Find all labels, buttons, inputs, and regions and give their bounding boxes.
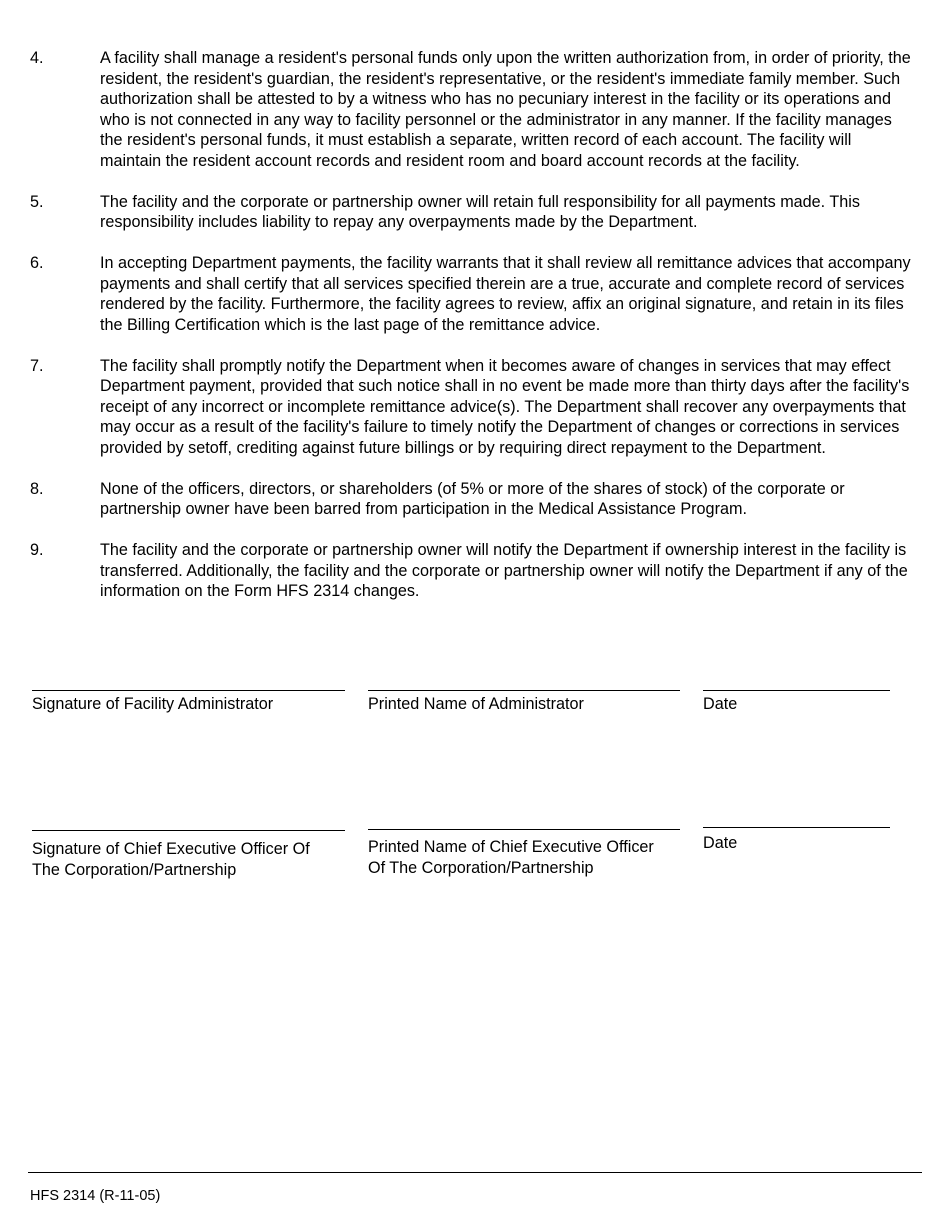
clause-text: The facility shall promptly notify the Department when it becomes aware of changes in services that may effect Department payment, provided that such notice shall in no event be made more than thirty days after the facility's receipt of any incorrect or incomplete remittance advice(s). The Department shall recover any overpayments that may occur as a result of the facility's failure to timely notify the Department of changes or corrections in services provided by setoff, crediting against future billings or by requiring direct repayment to the Department.: [100, 356, 910, 457]
ceo-signature-field[interactable]: [32, 830, 345, 880]
clause-text: The facility and the corporate or partnership owner will notify the Department if ownership interest in the facility is transferred. Additionally, the facility and the corporate or partnership owner will notify the Department if any of the information on the Form HFS 2314 changes.: [100, 541, 908, 600]
ceo-date-field[interactable]: [703, 827, 890, 854]
clause-number: 9.: [30, 541, 44, 559]
administrator-printed-name-label: Printed Name of Administrator: [368, 695, 584, 713]
ceo-printed-name-label: [368, 837, 680, 878]
signature-line: [368, 690, 680, 691]
administrator-date-label: Date: [703, 695, 738, 713]
clause-4: [0, 48, 950, 171]
clause-text: None of the officers, directors, or shareholders (of 5% or more of the shares of stock) of the corporate or partnership owner have been barred from participation in the Medical Assistance Program.: [100, 479, 845, 518]
clause-7: [0, 356, 950, 459]
clause-5: [0, 192, 950, 233]
clause-number: 6.: [30, 254, 44, 272]
form-identifier: HFS 2314 (R-11-05): [30, 1188, 161, 1204]
clause-number: 8.: [30, 479, 44, 498]
clause-text: In accepting Department payments, the facility warrants that it shall review all remittance advices that accompany payments and shall certify that all services specified therein are a true, accurate and complete record of services rendered by the facility. Furthermore, the facility agrees to review, affix an original signature, and retain in its files the Billing Certification which is the last page of the remittance advice.: [100, 254, 911, 334]
clause-text: A facility shall manage a resident's personal funds only upon the written authorization from, in order of priority, the resident, the resident's guardian, the resident's representative, or the resident's immediate family member. Such authorization shall be attested to by a witness who has no pecuniary interest in the facility or its operations and who is not connected in any way to facility personnel or the administrator in any manner. If the facility manages the resident's personal funds, it must establish a separate, written record of each account. The facility will maintain the resident account records and resident room and board account records at the facility.: [100, 49, 911, 170]
ceo-date-label: Date: [703, 834, 738, 852]
signature-line: [703, 827, 890, 828]
administrator-signature-field[interactable]: [32, 690, 345, 715]
clause-6: [0, 253, 950, 335]
signature-line: [32, 830, 345, 831]
ceo-signature-label-line2: The Corporation/Partnership: [32, 860, 237, 879]
clause-number: 7.: [30, 356, 44, 375]
signature-line: [32, 690, 345, 691]
ceo-printed-name-label-line2: Of The Corporation/Partnership: [368, 858, 594, 877]
signature-line: [703, 690, 890, 691]
footer-divider: [28, 1172, 922, 1173]
ceo-signature-label-line1: Signature of Chief Executive Officer Of: [32, 840, 310, 858]
clause-9: [0, 540, 950, 602]
administrator-signature-label: Signature of Facility Administrator: [32, 695, 274, 713]
ceo-signature-label: [32, 839, 345, 880]
signature-line: [368, 829, 680, 830]
clause-text: The facility and the corporate or partnership owner will retain full responsibility for all payments made. This responsibility includes liability to repay any overpayments made by the Department.: [100, 192, 860, 231]
clause-number: 4.: [30, 49, 44, 67]
administrator-date-field[interactable]: [703, 690, 890, 715]
clause-number: 5.: [30, 192, 44, 211]
administrator-printed-name-field[interactable]: [368, 690, 680, 715]
ceo-printed-name-field[interactable]: [368, 829, 680, 878]
ceo-printed-name-label-line1: Printed Name of Chief Executive Officer: [368, 838, 654, 856]
terms-list: [0, 48, 950, 622]
clause-8: [0, 479, 950, 520]
